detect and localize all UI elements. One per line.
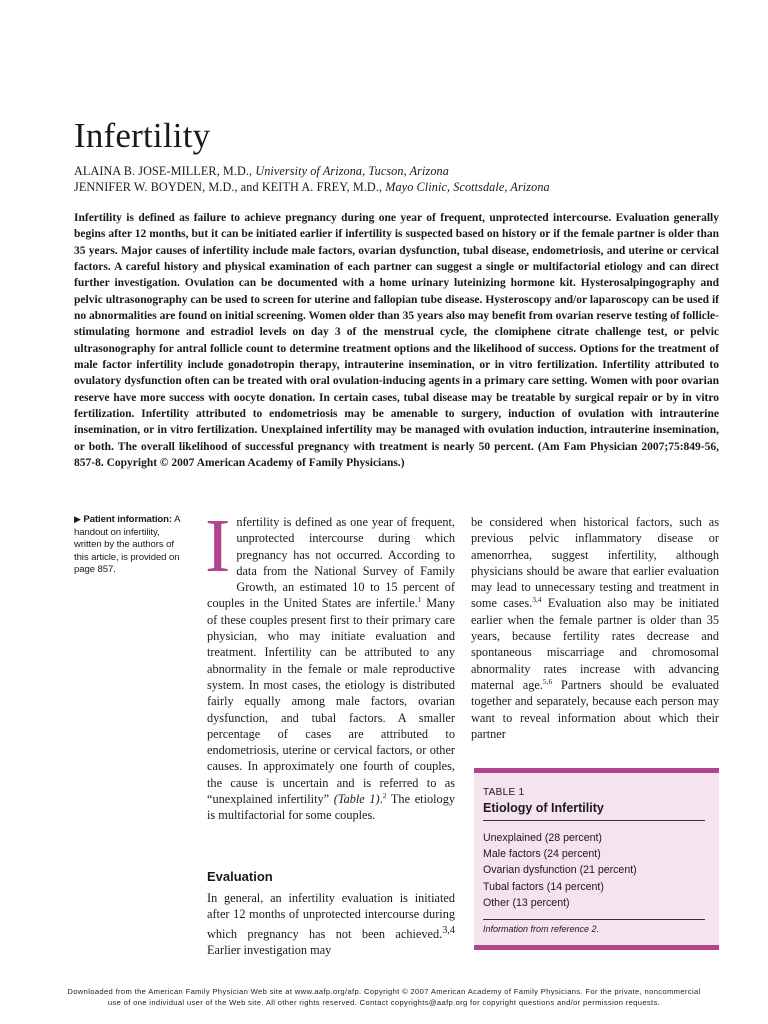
- author-line-2: [74, 179, 714, 195]
- citation: 3,4: [442, 924, 455, 936]
- body-text: The etiology is multifactorial for some couples.: [207, 792, 455, 823]
- body-text: be considered when historical factors, such as previous pelvic inflammatory disease or amenorrhea, suggest infertility, although physicians should be aware that earlier evaluation may lead to unnecessary testing and treatment in some cases.: [471, 515, 719, 611]
- article-title: Infertility: [74, 116, 211, 155]
- body-text: Evaluation also may be initiated earlier when the female partner is older than 35 years, because fertility rates decrease and spontaneous miscarriage and chromosomal abnormality rates increase with advancing maternal age.: [471, 596, 719, 692]
- drop-cap: I: [205, 504, 231, 588]
- table-row: Unexplained (28 percent): [483, 832, 602, 844]
- affiliation-2: Mayo Clinic, Scottsdale, Arizona: [385, 180, 550, 194]
- affiliation-1: University of Arizona, Tucson, Arizona: [255, 164, 449, 178]
- table-top-rule: [483, 820, 705, 821]
- body-text: .: [379, 792, 383, 807]
- download-footer: [40, 986, 728, 1008]
- body-column-2: [471, 514, 719, 742]
- triangle-icon: ▶: [74, 514, 81, 524]
- table-1-box: [474, 768, 719, 950]
- sidenote-heading: Patient information:: [83, 514, 173, 525]
- table-reference-link[interactable]: (Table 1): [333, 792, 380, 807]
- body-text: Earlier investigation may: [207, 942, 332, 957]
- sidenote-body: A handout on infertility, written by the authors of this article, is provided on page 857.: [74, 514, 180, 576]
- table-rows: [483, 830, 637, 911]
- author-names-2: JENNIFER W. BOYDEN, M.D., and KEITH A. FREY, M.D.,: [74, 180, 386, 194]
- table-label: TABLE 1: [483, 787, 525, 798]
- table-bottom-rule: [483, 919, 705, 920]
- table-row: Tubal factors (14 percent): [483, 880, 604, 893]
- patient-info-sidenote: [74, 513, 189, 577]
- table-footnote: Information from reference 2.: [483, 924, 600, 934]
- citation: 1: [417, 595, 422, 605]
- citation: 5,6: [542, 676, 553, 686]
- author-line-1: [74, 163, 714, 179]
- body-text: nfertility is defined as one year of frequent, unprotected intercourse during which pregnancy has not occurred. According to data from the National Survey of Family Growth, an estimated 10 to 15 percent of couples in the United States are infertile.: [207, 515, 455, 611]
- footer-line-2: use of one individual user of the Web site. All other rights reserved. Contact copyrights@aafp.org for copyright questions and/or permission requests.: [107, 998, 661, 1007]
- citation: 2: [382, 790, 387, 800]
- table-row: Male factors (24 percent): [483, 848, 601, 861]
- body-column-1-continued: [207, 890, 455, 958]
- author-names-1: ALAINA B. JOSE-MILLER, M.D.,: [74, 164, 256, 178]
- body-text: Many of these couples present first to their primary care physician, who may initiate evaluation and treatment. Infertility can be attributed to any abnormality in the female or male reproductive system. In most cases, the etiology is distributed fairly equally among male factors, ovarian dysfunction, and tubal factors. A smaller percentage of cases are attributed to endometriosis, uterine or cervical factors, or other causes. In approximately one fourth of couples, the cause is uncertain and is referred to as “unexplained infertility”: [207, 596, 455, 807]
- table-title: Etiology of Infertility: [483, 801, 604, 815]
- footer-line-1: Downloaded from the American Family Physician Web site at www.aafp.org/afp. Copyright © 2007 American Academy of Family Physicians. For the private, noncommercial: [67, 987, 701, 996]
- section-heading-evaluation: Evaluation: [207, 869, 273, 884]
- abstract: Infertility is defined as failure to achieve pregnancy during one year of frequent, unprotected intercourse. Evaluation generally begins after 12 months, but it can be initiated earlier if infertility is suspected based on history or if the female partner is older than 35 years. Major causes of infertility include male factors, ovarian dysfunction, tubal disease, endometriosis, and uterine or cervical factors. A careful history and physical examination of each partner can suggest a single or multifactorial etiology and can direct further investigation. Ovulation can be documented with a home urinary luteinizing hormone kit. Hysterosalpingography and pelvic ultrasonography can be used to screen for uterine and fallopian tube disease. Hysteroscopy and/or laparoscopy can be used if no abnormalities are found on initial screening. Women older than 35 years also may benefit from ovarian reserve testing of follicle-stimulating hormone and estradiol levels on day 3 of the menstrual cycle, the clomiphene citrate challenge test, or pelvic ultrasonography for antral follicle count to determine treatment options and the likelihood of success. Options for the treatment of male factor infertility include gonadotropin therapy, intrauterine insemination, or in vitro fertilization. Infertility attributed to ovulatory dysfunction often can be treated with oral ovulation-inducing agents in a primary care setting. Women with poor ovarian reserve have more success with oocyte donation. In certain cases, tubal disease may be treatable by surgical repair or by in vitro fertilization. Infertility attributed to endometriosis may be amenable to surgery, induction of ovulation with intrauterine insemination, or in vitro fertilization. Unexplained infertility may be managed with ovulation induction, intrauterine insemination, or both. The overall likelihood of successful pregnancy with treatment is nearly 50 percent. (Am Fam Physician 2007;75:849-56, 857-8. Copyright © 2007 American Academy of Family Physicians.): [74, 212, 719, 470]
- author-block: [74, 163, 714, 195]
- table-row: Other (13 percent): [483, 896, 570, 909]
- body-text: In general, an infertility evaluation is initiated after 12 months of unprotected intercourse during which pregnancy has not been achieved.: [207, 891, 455, 941]
- body-text: Partners should be evaluated together and separately, because each person may want to reveal information about which their partner: [471, 677, 719, 741]
- citation: 3,4: [532, 595, 542, 605]
- body-column-1: [205, 504, 455, 824]
- table-row: Ovarian dysfunction (21 percent): [483, 864, 637, 877]
